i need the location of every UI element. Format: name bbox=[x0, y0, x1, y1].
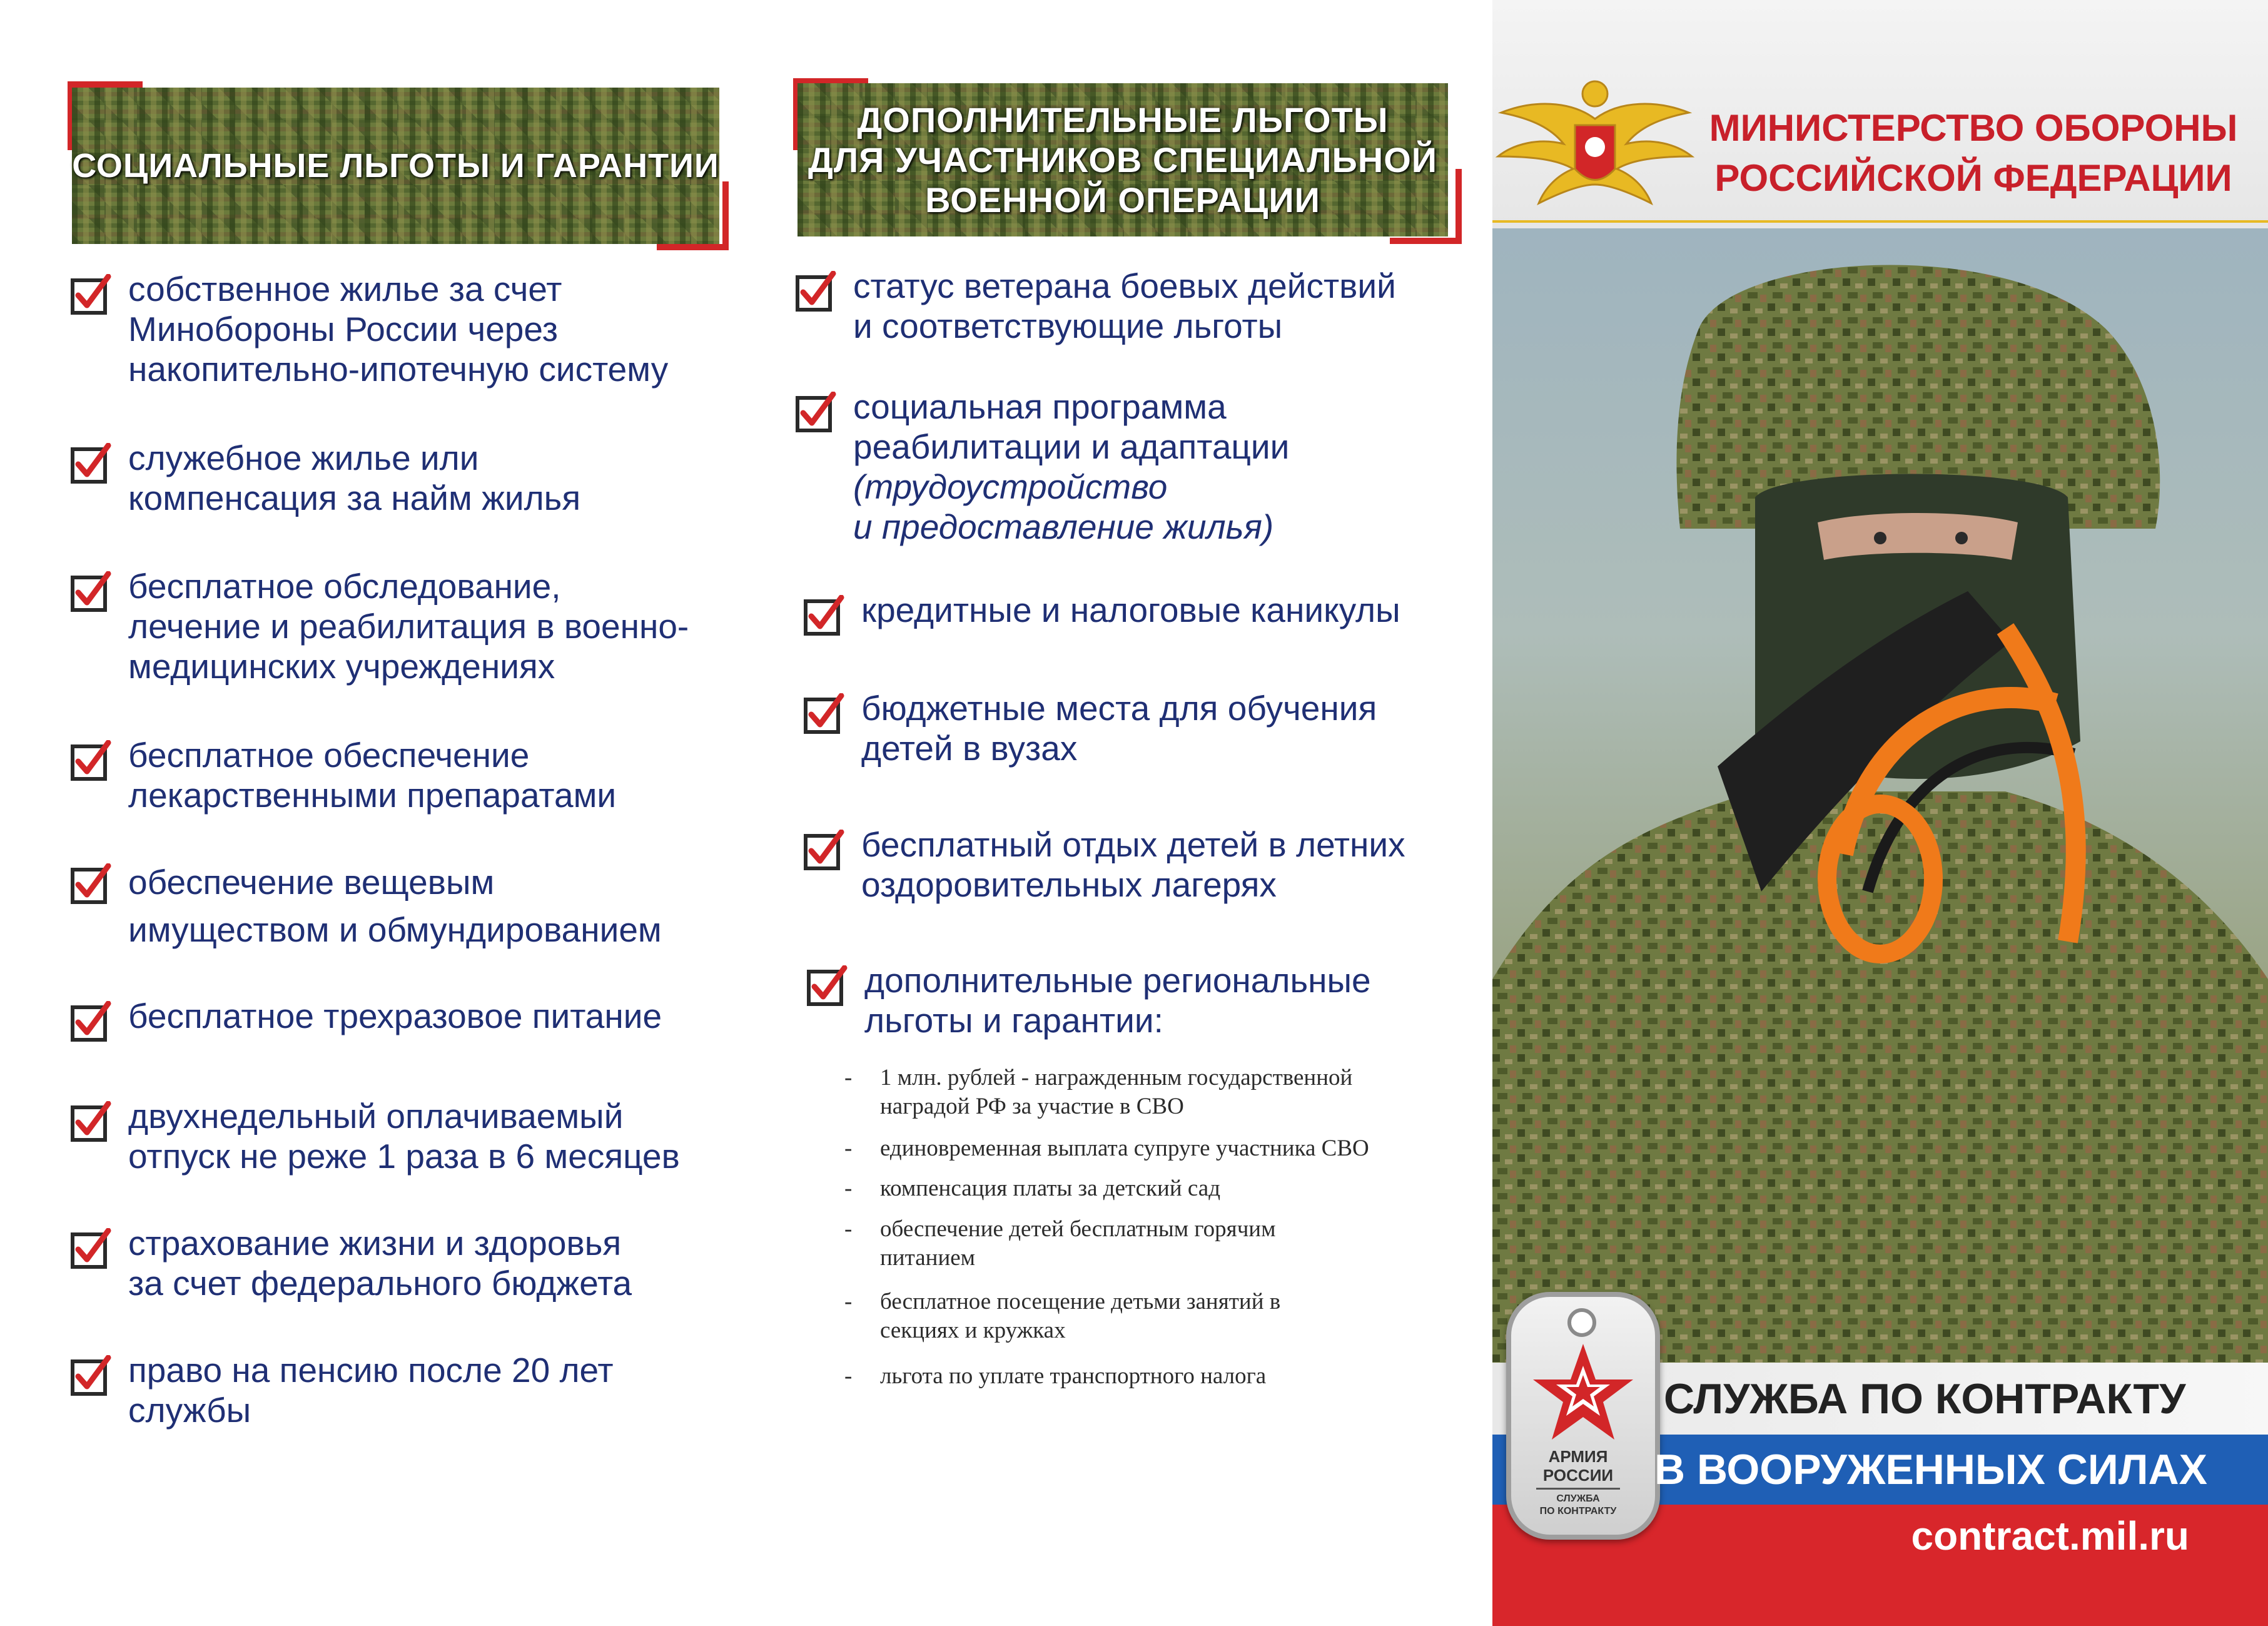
checkbox-check-icon bbox=[804, 830, 845, 871]
sub-item-line: льгота по уплате транспортного налога bbox=[880, 1363, 1267, 1389]
item-line: медицинских учреждениях bbox=[128, 647, 555, 686]
item-line: детей в вузах bbox=[861, 729, 1078, 768]
badge-text-line1: АРМИЯ bbox=[1548, 1447, 1608, 1466]
list-item bbox=[796, 387, 1490, 547]
item-line: накопительно-ипотечную систему bbox=[128, 350, 669, 389]
list-item bbox=[71, 1223, 790, 1303]
item-line: Минобороны России через bbox=[128, 310, 558, 348]
middle-header-line: ДОПОЛНИТЕЛЬНЫЕ ЛЬГОТЫ bbox=[857, 99, 1389, 140]
sub-item-line: 1 млн. рублей - награжденным государственной bbox=[880, 1065, 1353, 1090]
item-line: бюджетные места для обучения bbox=[861, 689, 1377, 728]
checkbox-check-icon bbox=[796, 271, 837, 312]
item-line: компенсация за найм жилья bbox=[128, 479, 581, 517]
checkbox-check-icon bbox=[807, 965, 848, 1007]
middle-header-title bbox=[808, 100, 1437, 220]
list-item bbox=[71, 996, 790, 1042]
item-line: собственное жилье за счет bbox=[128, 270, 562, 308]
sub-item-line: наградой РФ за участие в СВО bbox=[880, 1094, 1184, 1119]
sub-item: - компенсация платы за детский сад bbox=[848, 1174, 1473, 1203]
double-headed-eagle-emblem bbox=[1495, 75, 1695, 219]
slogan-line2: В ВООРУЖЕННЫХ СИЛАХ bbox=[1654, 1446, 2207, 1493]
badge-text-line2: РОССИИ bbox=[1542, 1466, 1614, 1485]
badge-text-line4: ПО КОНТРАКТУ bbox=[1539, 1506, 1617, 1517]
checkbox-check-icon bbox=[796, 392, 837, 433]
item-line: социальная программа bbox=[853, 387, 1227, 426]
item-line: льготы и гарантии: bbox=[864, 1001, 1163, 1040]
list-item bbox=[71, 438, 790, 518]
checkbox-check-icon bbox=[71, 863, 112, 905]
item-line-italic: (трудоустройство bbox=[853, 467, 1168, 506]
checkbox-check-icon bbox=[71, 1001, 112, 1042]
item-line: службы bbox=[128, 1391, 251, 1430]
middle-header-line: ДЛЯ УЧАСТНИКОВ СПЕЦИАЛЬНОЙ bbox=[807, 140, 1438, 180]
list-item bbox=[71, 566, 809, 686]
slogan-line1: СЛУЖБА ПО КОНТРАКТУ bbox=[1664, 1375, 2186, 1423]
item-line: право на пенсию после 20 лет bbox=[128, 1351, 614, 1390]
ministry-title-line1: МИНИСТЕРСТВО ОБОРОНЫ bbox=[1709, 107, 2238, 149]
item-line: и соответствующие льготы bbox=[853, 307, 1283, 345]
checkbox-check-icon bbox=[71, 1228, 112, 1269]
checkbox-check-icon bbox=[71, 740, 112, 781]
list-item bbox=[71, 858, 790, 953]
item-line: отпуск не реже 1 раза в 6 месяцев bbox=[128, 1137, 680, 1176]
sub-item-line: единовременная выплата супруге участника СВО bbox=[880, 1136, 1369, 1161]
middle-header-banner bbox=[797, 83, 1448, 236]
list-item bbox=[71, 735, 790, 815]
item-line: имуществом и обмундированием bbox=[128, 910, 662, 949]
item-line: служебное жилье или bbox=[128, 439, 479, 477]
list-item bbox=[71, 1350, 790, 1430]
item-line: обеспечение вещевым bbox=[128, 863, 495, 902]
sub-item: - бесплатное посещение детьми занятий в секциях и кружках bbox=[848, 1288, 1473, 1345]
sub-item: - обеспечение детей бесплатным горячим питанием bbox=[848, 1215, 1473, 1273]
checkbox-check-icon bbox=[804, 693, 845, 734]
soldier-photo bbox=[1492, 228, 2268, 1386]
checkbox-check-icon bbox=[71, 274, 112, 315]
list-item bbox=[807, 960, 1495, 1040]
item-line: за счет федерального бюджета bbox=[128, 1264, 632, 1303]
list-item bbox=[71, 269, 790, 389]
item-line: статус ветерана боевых действий bbox=[853, 267, 1396, 305]
item-line: лечение и реабилитация в военно- bbox=[128, 607, 689, 646]
badge-hole bbox=[1567, 1308, 1596, 1337]
list-item bbox=[804, 688, 1492, 768]
item-line: бесплатное обеспечение bbox=[128, 736, 530, 775]
item-line: бесплатный отдых детей в летних bbox=[861, 825, 1405, 864]
item-line: кредитные и налоговые каникулы bbox=[861, 591, 1400, 629]
left-header-banner bbox=[72, 88, 719, 244]
checkbox-check-icon bbox=[804, 595, 845, 636]
sub-item-line: бесплатное посещение детьми занятий в bbox=[880, 1289, 1281, 1314]
sub-item: - 1 млн. рублей - награжденным государственной наградой РФ за участие в СВО bbox=[848, 1064, 1473, 1121]
sub-item: - единовременная выплата супруге участника СВО bbox=[848, 1134, 1473, 1163]
middle-header-line: ВОЕННОЙ ОПЕРАЦИИ bbox=[925, 180, 1320, 220]
red-star-icon bbox=[1530, 1341, 1636, 1444]
item-line: лекарственными препаратами bbox=[128, 776, 617, 815]
soldier-illustration bbox=[1492, 228, 2268, 1386]
list-item bbox=[796, 266, 1490, 346]
sub-item: - льгота по уплате транспортного налога bbox=[848, 1362, 1473, 1391]
sub-item-line: питанием bbox=[880, 1245, 976, 1271]
left-header-title: СОЦИАЛЬНЫЕ ЛЬГОТЫ И ГАРАНТИИ bbox=[72, 147, 719, 185]
sub-item-line: компенсация платы за детский сад bbox=[880, 1176, 1221, 1201]
sub-item-line: секциях и кружках bbox=[880, 1318, 1066, 1343]
checkbox-check-icon bbox=[71, 1355, 112, 1396]
army-badge bbox=[1506, 1292, 1660, 1540]
badge-divider bbox=[1536, 1488, 1620, 1490]
item-line: бесплатное трехразовое питание bbox=[128, 997, 662, 1035]
ministry-title-line2: РОССИЙСКОЙ ФЕДЕРАЦИИ bbox=[1714, 157, 2232, 199]
item-line: бесплатное обследование, bbox=[128, 567, 561, 606]
item-line: оздоровительных лагерях bbox=[861, 865, 1277, 904]
gold-divider bbox=[1492, 220, 2268, 223]
badge-text-line3: СЛУЖБА bbox=[1556, 1493, 1600, 1504]
checkbox-check-icon bbox=[71, 443, 112, 484]
checkbox-check-icon bbox=[71, 1101, 112, 1142]
list-item bbox=[804, 590, 1492, 636]
item-line: страхование жизни и здоровья bbox=[128, 1224, 622, 1263]
item-line: дополнительные региональные bbox=[864, 961, 1371, 1000]
website-link[interactable]: contract.mil.ru bbox=[1911, 1513, 2189, 1558]
item-line: двухнедельный оплачиваемый bbox=[128, 1097, 624, 1136]
checkbox-check-icon bbox=[71, 571, 112, 612]
sub-item-line: обеспечение детей бесплатным горячим bbox=[880, 1216, 1276, 1242]
list-item bbox=[71, 1096, 790, 1176]
list-item bbox=[804, 825, 1492, 905]
item-line-italic: и предоставление жилья) bbox=[853, 507, 1274, 546]
item-line: реабилитации и адаптации bbox=[853, 427, 1290, 466]
